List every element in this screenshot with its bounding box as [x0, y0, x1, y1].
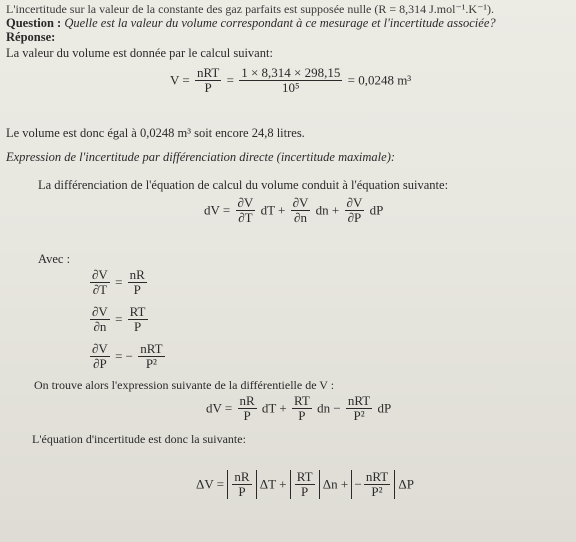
intro-line: L'incertitude sur la valeur de la constante des gaz parfaits est supposée nulle (R = 8,314 J.mol⁻¹.K⁻¹). — [6, 2, 494, 16]
eq1-frac2: $\frac{1 \times 8,314 \times 298,15}{\text{10⁵}}$ — [241, 65, 341, 95]
question-label: Question : — [6, 16, 65, 30]
avec-label: Avec : — [38, 252, 71, 266]
answer-label: Réponse: — [6, 30, 56, 44]
differential-result: dV = $\frac{nR}{P}$ dT + $\frac{RT}{P}$ dn − $\frac{\text{nRT}}{\text{P²}}$ dP — [206, 393, 392, 423]
incertitude-line: L'équation d'incertitude est donc la suivante: — [32, 432, 246, 446]
eq1-frac1: $\frac{\text{nRT}}{P}$ — [197, 65, 220, 95]
differentiation-line: La différenciation de l'équation de calcul du volume conduit à l'équation suivante: — [38, 178, 449, 192]
question-text: Quelle est la valeur du volume correspondant à ce mesurage et l'incertitude associée? — [64, 16, 496, 30]
calc-intro: La valeur du volume est donnée par le calcul suivant: — [6, 46, 273, 60]
volume-equation — [170, 66, 411, 95]
partial-T: $\frac{\partial V}{\partial T}$ = $\frac{nR}{P}$ — [92, 267, 145, 297]
trouve-line: On trouve alors l'expression suivante de la différentielle de V : — [34, 378, 335, 392]
eq1-lhs: V = — [170, 72, 190, 88]
volume-result-line: Le volume est donc égal à 0,0248 m³ soit encore 24,8 litres. — [6, 126, 305, 140]
question-line — [6, 16, 496, 30]
eq1-equals: = — [226, 72, 234, 88]
partial-n: $\frac{\partial V}{\partial n}$ = $\frac{RT}{P}$ — [92, 304, 146, 334]
uncertainty-equation: ΔV = $\frac{nR}{P}$ ΔT + $\frac{RT}{P}$ Δn + − $\frac{\text{nRT}}{\text{P²}}$ ΔP — [196, 469, 415, 499]
partial-P: $\frac{\partial V}{\partial P}$ = − $\frac{\text{nRT}}{\text{P²}}$ — [92, 341, 163, 371]
differential-equation: dV = $\frac{\partial V}{\partial T}$ dT + $\frac{\partial V}{\partial n}$ dn + $\frac{\partial V}{\partial P}$ dP — [204, 195, 384, 225]
expression-heading: Expression de l'incertitude par différenciation directe (incertitude maximale): — [6, 150, 396, 164]
eq1-result: = 0,0248 m³ — [347, 72, 412, 88]
